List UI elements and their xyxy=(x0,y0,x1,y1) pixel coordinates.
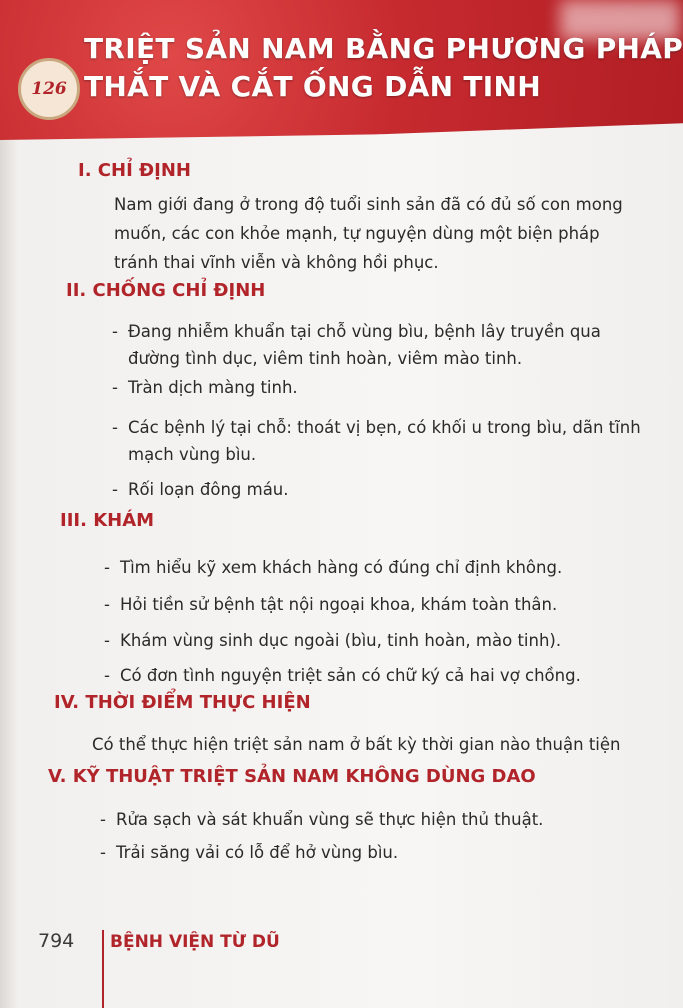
section-3-item: - Hỏi tiền sử bệnh tật nội ngoại khoa, khám toàn thân. xyxy=(104,595,558,614)
chapter-number: 126 xyxy=(31,79,67,99)
section-1-body: Nam giới đang ở trong độ tuổi sinh sản đã có đủ số con mong muốn, các con khỏe mạnh, tự nguyện dùng một biện pháp tránh thai vĩnh viễn và không hồi phục. xyxy=(114,195,623,272)
section-5-heading: V. KỸ THUẬT TRIỆT SẢN NAM KHÔNG DÙNG DAO xyxy=(48,766,536,787)
section-1-heading: I. CHỈ ĐỊNH xyxy=(78,160,191,181)
section-2-item: - Tràn dịch màng tinh. xyxy=(112,378,298,397)
section-3-item: - Có đơn tình nguyện triệt sản có chữ ký cả hai vợ chồng. xyxy=(104,666,581,685)
section-2-heading: II. CHỐNG CHỈ ĐỊNH xyxy=(66,280,266,301)
page-number: 794 xyxy=(38,930,75,952)
title-line-2: THẮT VÀ CẮT ỐNG DẪN TINH xyxy=(84,70,541,103)
footer-divider xyxy=(102,930,104,1008)
section-5-item: - Rửa sạch và sát khuẩn vùng sẽ thực hiện thủ thuật. xyxy=(100,810,544,829)
hospital-name: BỆNH VIỆN TỪ DŨ xyxy=(110,932,280,952)
section-4-body: Có thể thực hiện triệt sản nam ở bất kỳ thời gian nào thuận tiện xyxy=(92,735,621,754)
section-3-heading: III. KHÁM xyxy=(60,510,155,531)
section-2-item: - Các bệnh lý tại chỗ: thoát vị bẹn, có khối u trong bìu, dãn tĩnh mạch vùng bìu. xyxy=(112,418,641,464)
section-5-item: - Trải săng vải có lỗ để hở vùng bìu. xyxy=(100,843,399,862)
section-4-heading: IV. THỜI ĐIỂM THỰC HIỆN xyxy=(54,692,311,713)
section-2-item: - Rối loạn đông máu. xyxy=(112,480,289,499)
section-3-item: - Tìm hiểu kỹ xem khách hàng có đúng chỉ định không. xyxy=(104,558,563,577)
section-3-item: - Khám vùng sinh dục ngoài (bìu, tinh hoàn, mào tinh). xyxy=(104,631,562,650)
title-line-1: TRIỆT SẢN NAM BẰNG PHƯƠNG PHÁP xyxy=(84,32,683,65)
section-2-item: - Đang nhiễm khuẩn tại chỗ vùng bìu, bệnh lây truyền qua đường tình dục, viêm tinh hoàn, viêm mào tinh. xyxy=(112,322,601,368)
